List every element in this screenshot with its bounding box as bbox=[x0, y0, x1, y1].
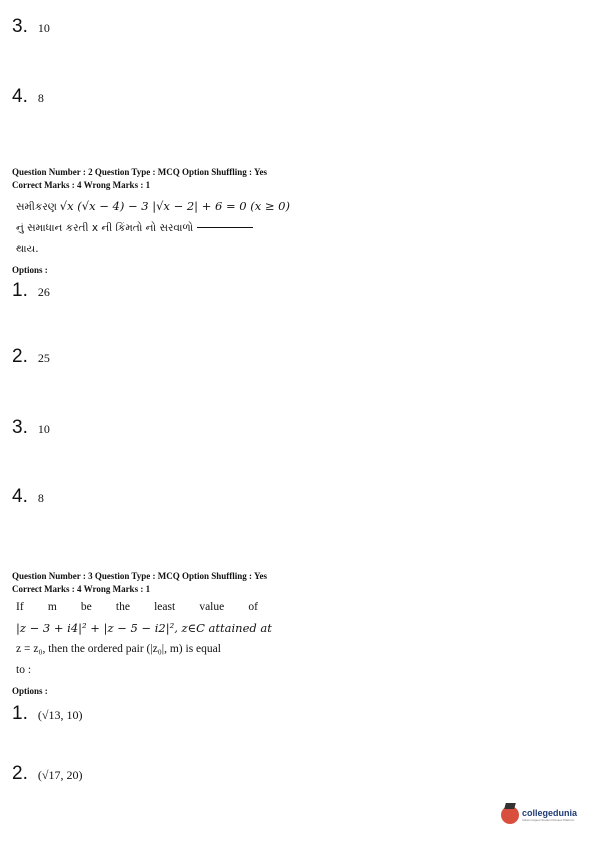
option-value: 26 bbox=[37, 285, 50, 299]
question-meta-line: Correct Marks : 4 Wrong Marks : 1 bbox=[12, 180, 151, 190]
option-item bbox=[12, 86, 44, 108]
question-text bbox=[16, 597, 272, 681]
question-word: of bbox=[248, 601, 258, 613]
question-meta-line: Correct Marks : 4 Wrong Marks : 1 bbox=[12, 584, 151, 594]
graduation-cap-icon bbox=[501, 806, 519, 824]
question-meta-line: Question Number : 3 Question Type : MCQ Option Shuffling : Yes bbox=[12, 571, 267, 581]
option-value: 10 bbox=[37, 422, 50, 436]
question-equation: √x (√x − 4) − 3 |√x − 2| + 6 = 0 (x ≥ 0) bbox=[59, 199, 290, 213]
option-value: (√17, 20) bbox=[37, 768, 83, 782]
question-line: to : bbox=[16, 664, 32, 676]
option-number: 2. bbox=[12, 346, 28, 367]
option-item bbox=[12, 280, 50, 302]
option-item bbox=[12, 486, 44, 508]
option-value: 10 bbox=[37, 21, 50, 35]
question-equation: |z − 3 + i4|² + |z − 5 − i2|², z∈C attained at bbox=[16, 621, 272, 635]
option-value: (√13, 10) bbox=[37, 708, 83, 722]
question-line bbox=[16, 597, 258, 618]
question-text bbox=[16, 196, 290, 260]
question-line bbox=[16, 218, 290, 239]
question-word: least bbox=[154, 601, 176, 613]
question-phrase: નું સમાધાન કરતી x ની કિંમતો નો સરવાળો bbox=[16, 222, 194, 234]
option-item bbox=[12, 16, 50, 38]
question-meta bbox=[12, 570, 267, 596]
question-word: m bbox=[47, 601, 57, 613]
question-line: z = z₀, then the ordered pair (|z₀|, m) is equal bbox=[16, 643, 221, 655]
question-word: value bbox=[199, 601, 225, 613]
option-number: 4. bbox=[12, 86, 28, 107]
logo-text bbox=[522, 808, 577, 822]
question-word: સમીકરણ bbox=[16, 201, 57, 213]
question-word: If bbox=[16, 601, 24, 613]
logo-name: collegedunia bbox=[522, 808, 578, 818]
options-label: Options : bbox=[12, 686, 48, 696]
question-line: થાય. bbox=[16, 243, 39, 255]
option-item bbox=[12, 763, 82, 785]
question-line bbox=[16, 196, 290, 218]
option-number: 3. bbox=[12, 417, 28, 438]
option-value: 8 bbox=[37, 491, 44, 505]
logo-tagline: India's largest Student Review Platform bbox=[522, 818, 575, 822]
option-number: 2. bbox=[12, 763, 28, 784]
option-number: 1. bbox=[12, 280, 28, 301]
option-number: 4. bbox=[12, 486, 28, 507]
question-meta bbox=[12, 166, 267, 192]
answer-blank bbox=[197, 227, 253, 228]
brand-logo bbox=[501, 806, 577, 824]
option-number: 1. bbox=[12, 703, 28, 724]
option-item bbox=[12, 417, 50, 439]
option-item bbox=[12, 346, 50, 368]
option-value: 25 bbox=[37, 351, 50, 365]
question-meta-line: Question Number : 2 Question Type : MCQ Option Shuffling : Yes bbox=[12, 167, 267, 177]
option-number: 3. bbox=[12, 16, 28, 37]
option-item bbox=[12, 703, 82, 725]
question-word: the bbox=[115, 601, 130, 613]
question-word: be bbox=[80, 601, 92, 613]
option-value: 8 bbox=[37, 91, 44, 105]
options-label: Options : bbox=[12, 265, 48, 275]
